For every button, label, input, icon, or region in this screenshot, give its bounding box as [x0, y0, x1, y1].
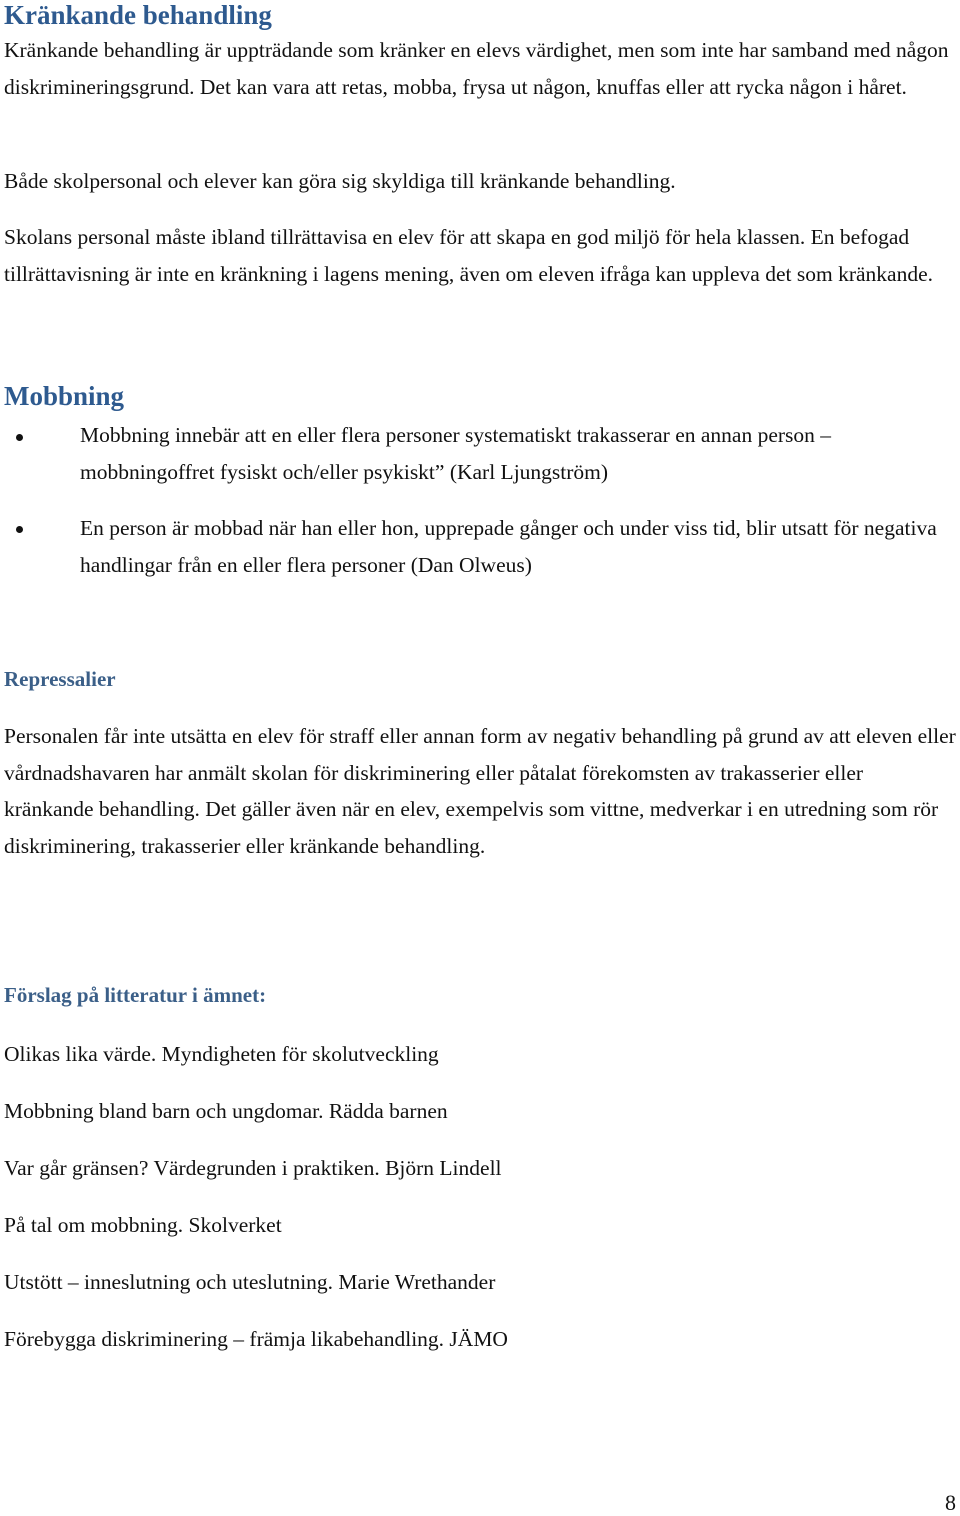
literature-item: Var går gränsen? Värdegrunden i praktiken. Björn Lindell — [4, 1156, 502, 1180]
paragraph-repressalier: Personalen får inte utsätta en elev för straff eller annan form av negativ behandling på grund av att eleven eller vårdnadshavaren har anmält skolan för diskriminering eller påtalat förekomsten av trakasserier eller kränkande behandling. Det gäller även när en elev, exempelvis som vittne, medverkar i en utredning som rör diskriminering, trakasserier eller kränkande behandling. — [4, 724, 956, 858]
mobbning-definition-ljungstrom: Mobbning innebär att en eller flera personer systematiskt trakasserar en annan person – mobbningoffret fysiskt och/eller psykiskt” (Karl Ljungström) — [80, 423, 832, 484]
heading-krankande-behandling: Kränkande behandling — [4, 0, 272, 30]
page-number: 8 — [945, 1490, 956, 1515]
heading-mobbning: Mobbning — [4, 381, 125, 411]
bullet-icon — [14, 432, 24, 442]
heading-litteratur: Förslag på litteratur i ämnet: — [4, 983, 267, 1007]
paragraph-krankande-definition: Kränkande behandling är uppträdande som kränker en elevs värdighet, men som inte har samband med någon diskrimineringsgrund. Det kan vara att retas, mobba, frysa ut någon, knuffas eller att rycka någon i håret. — [4, 38, 949, 99]
literature-item: Utstött – inneslutning och uteslutning. Marie Wrethander — [4, 1270, 496, 1294]
paragraph-skolpersonal-elever: Både skolpersonal och elever kan göra sig skyldiga till kränkande behandling. — [4, 169, 676, 193]
mobbning-definition-olweus: En person är mobbad när han eller hon, upprepade gånger och under viss tid, blir utsatt för negativa handlingar från en eller flera personer (Dan Olweus) — [80, 516, 937, 577]
heading-repressalier: Repressalier — [4, 667, 116, 691]
literature-item: På tal om mobbning. Skolverket — [4, 1213, 282, 1237]
bullet-icon — [14, 524, 24, 534]
literature-item: Olikas lika värde. Myndigheten för skolutveckling — [4, 1042, 439, 1066]
literature-item: Mobbning bland barn och ungdomar. Rädda barnen — [4, 1099, 448, 1123]
paragraph-tillrattavisning: Skolans personal måste ibland tillrättavisa en elev för att skapa en god miljö för hela klassen. En befogad tillrättavisning är inte en kränkning i lagens mening, även om eleven ifråga kan uppleva det som kränkande. — [4, 225, 933, 286]
literature-item: Förebygga diskriminering – främja likabehandling. JÄMO — [4, 1327, 508, 1351]
